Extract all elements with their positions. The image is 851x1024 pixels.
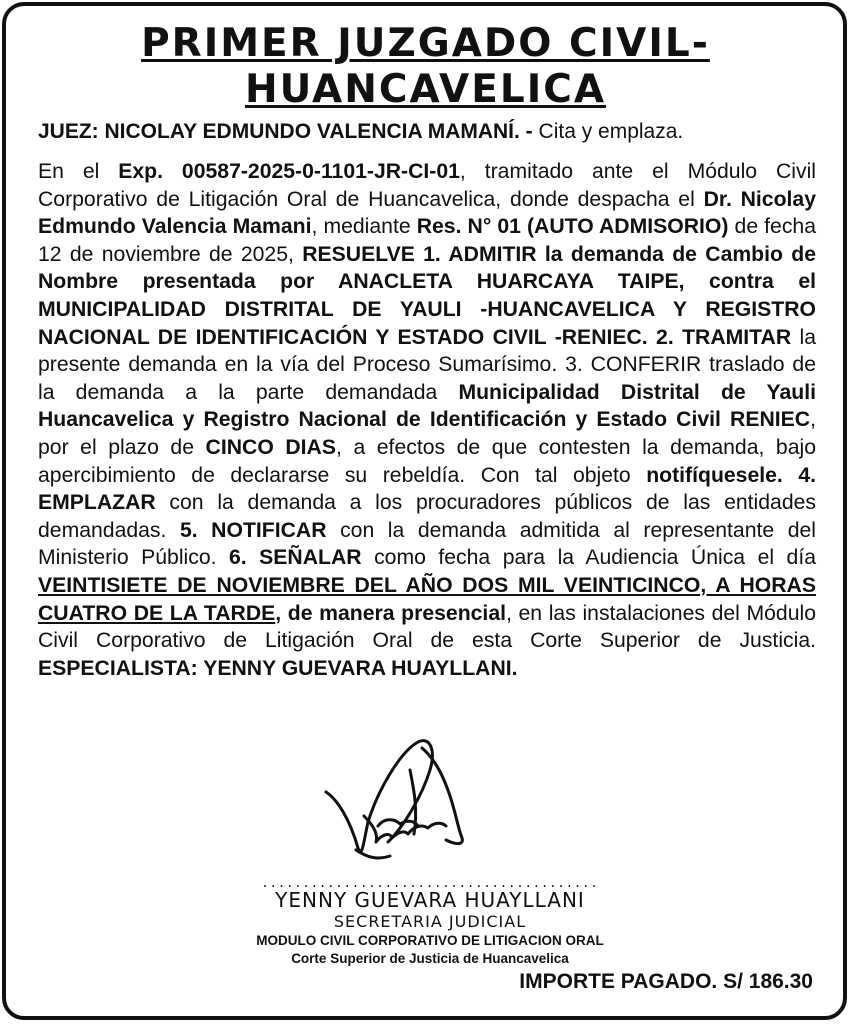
- judge-line: [38, 120, 818, 144]
- body-run: la presente demanda en la vía del Proceso Sumarísimo. 3. CONFERIR traslado de la demanda a la parte demandada: [38, 325, 816, 404]
- judge-summons: Cita y emplaza.: [532, 120, 684, 143]
- body-run: ESPECIALISTA: YENNY GUEVARA HUAYLLANI.: [38, 656, 518, 680]
- body-run: 5. NOTIFICAR: [179, 518, 327, 542]
- body-run: Dr. Nicolay Edmundo Valencia Mamani: [38, 187, 816, 239]
- court-title-line-1: PRIMER JUZGADO CIVIL-: [141, 21, 710, 66]
- body-run: , por el plazo de: [38, 408, 816, 459]
- judge-name: JUEZ: NICOLAY EDMUNDO VALENCIA MAMANÍ. -: [38, 120, 533, 143]
- body-run: con la demanda a los procuradores públicos de las entidades demandadas.: [38, 491, 816, 542]
- court-title-line-2: HUANCAVELICA: [244, 67, 607, 112]
- body-run: , a efectos de que contesten la demanda, bajo apercibimiento de declararse su rebeldía. Con tal objeto: [38, 435, 816, 487]
- body-run: VEINTISIETE DE NOVIEMBRE DEL AÑO DOS MIL VEINTICINCO, A HORAS CUATRO DE LA TARDE: [38, 573, 816, 625]
- handwritten-signature: [318, 730, 478, 880]
- body-run: como fecha para la Audiencia Única el día: [361, 546, 817, 570]
- body-run: notifíquesele. 4. EMPLAZAR: [38, 463, 816, 515]
- body-run: En el: [38, 160, 119, 183]
- stamp-name: YENNY GUEVARA HUAYLLANI: [275, 888, 585, 912]
- body-run: , mediante: [311, 215, 417, 239]
- body-run: de fecha 12 de noviembre de 2025,: [38, 215, 817, 266]
- body-run: CINCO DIAS: [205, 435, 336, 459]
- body-run: Municipalidad Distrital de Yauli Huancavelica y Registro Nacional de Identificación y Estado Civil RENIEC: [38, 380, 816, 432]
- body-run: 6. SEÑALAR: [229, 546, 362, 570]
- stamp-role: SECRETARIA JUDICIAL: [333, 912, 527, 931]
- amount-paid: IMPORTE PAGADO. S/ 186.30: [519, 970, 813, 993]
- body-run: , en las instalaciones del Módulo Civil Corporativo de Litigación Oral de esta Corte Superior de Justicia.: [38, 601, 816, 653]
- body-run: con la demanda admitida al representante del Ministerio Público.: [38, 518, 816, 570]
- body-run: Exp. 00587-2025-0-1101-JR-CI-01: [118, 160, 460, 183]
- body-run: , tramitado ante el Módulo Civil Corporativo de Litigación Oral de Huancavelica, donde despacha el: [38, 160, 816, 211]
- body-run: , de manera presencial: [275, 601, 506, 625]
- body-run: RESUELVE 1. ADMITIR la demanda de Cambio de Nombre presentada por ANACLETA HUARCAYA TAIPE, contra el MUNICIPALIDAD DISTRITAL DE YAULI -HUANCAVELICA Y REGISTRO NACIONAL DE IDENTIFICACIÓN Y ESTADO CIVIL -RENIEC. 2. TRAMITAR: [38, 242, 816, 349]
- stamp-court: Corte Superior de Justicia de Huancavelica: [291, 951, 569, 966]
- stamp-dotted-line: .........................................: [261, 876, 599, 890]
- secretary-stamp: [240, 878, 620, 968]
- body-run: Res. N° 01 (AUTO ADMISORIO): [416, 215, 729, 239]
- notice-body: [38, 158, 816, 682]
- stamp-unit: MODULO CIVIL CORPORATIVO DE LITIGACION ORAL: [256, 933, 604, 948]
